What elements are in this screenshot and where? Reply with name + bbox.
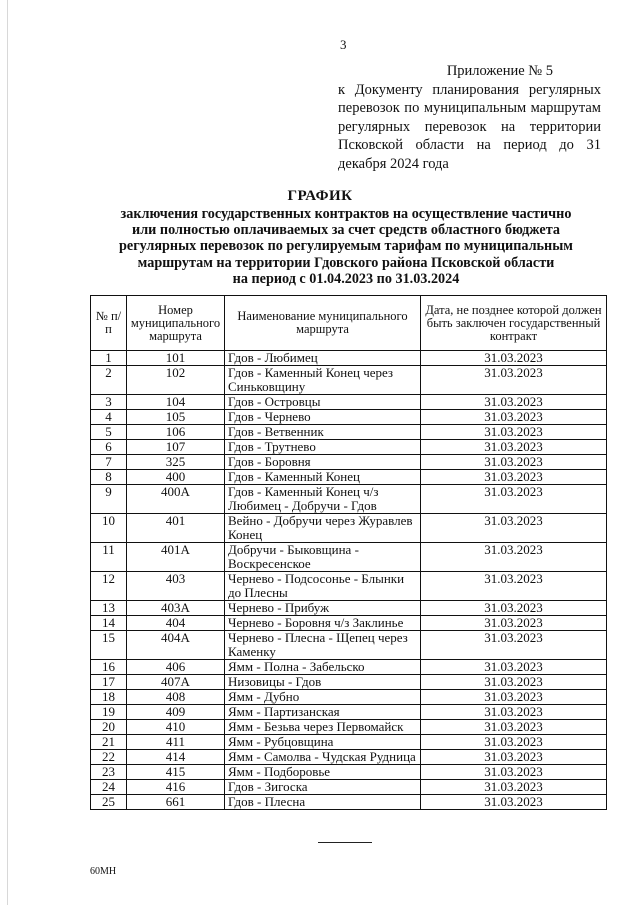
cell-route: 404 — [127, 616, 225, 631]
table-row — [91, 455, 607, 470]
table-row — [91, 425, 607, 440]
cell-num: 18 — [91, 690, 127, 705]
header-name: Наименование муниципального маршрута — [225, 296, 421, 351]
cell-route: 403А — [127, 601, 225, 616]
appendix-block — [338, 62, 601, 173]
cell-name: Гдов - Любимец — [225, 351, 421, 366]
cell-date: 31.03.2023 — [421, 455, 607, 470]
cell-route: 661 — [127, 795, 225, 810]
cell-num: 17 — [91, 675, 127, 690]
cell-date: 31.03.2023 — [421, 720, 607, 735]
cell-route: 403 — [127, 572, 225, 601]
cell-num: 13 — [91, 601, 127, 616]
cell-date: 31.03.2023 — [421, 795, 607, 810]
cell-route: 410 — [127, 720, 225, 735]
cell-route: 400А — [127, 485, 225, 514]
cell-route: 408 — [127, 690, 225, 705]
header-num: № п/п — [91, 296, 127, 351]
subtitle-line: регулярных перевозок по регулируемым тарифам по муниципальным — [119, 238, 573, 255]
table-row — [91, 601, 607, 616]
table-row — [91, 410, 607, 425]
cell-num: 5 — [91, 425, 127, 440]
cell-name: Гдов - Чернево — [225, 410, 421, 425]
cell-route: 406 — [127, 660, 225, 675]
table-row — [91, 395, 607, 410]
subtitle-line: или полностью оплачиваемых за счет средств областного бюджета — [132, 222, 560, 239]
cell-route: 107 — [127, 440, 225, 455]
cell-name: Чернево - Подсосонье - Блынки до Плесны — [225, 572, 421, 601]
cell-date: 31.03.2023 — [421, 765, 607, 780]
subtitle-line: заключения государственных контрактов на осуществление частично — [120, 206, 572, 222]
cell-name: Ямм - Партизанская — [225, 705, 421, 720]
cell-date: 31.03.2023 — [421, 572, 607, 601]
schedule-table — [90, 295, 607, 810]
cell-date: 31.03.2023 — [421, 750, 607, 765]
footer-divider — [318, 842, 372, 843]
cell-name: Низовицы - Гдов — [225, 675, 421, 690]
cell-date: 31.03.2023 — [421, 351, 607, 366]
table-row — [91, 675, 607, 690]
cell-name: Ямм - Подборовье — [225, 765, 421, 780]
cell-name: Вейно - Добручи через Журавлев Конец — [225, 514, 421, 543]
document-title: ГРАФИК — [287, 188, 353, 204]
cell-route: 411 — [127, 735, 225, 750]
table-row — [91, 485, 607, 514]
header-route: Номер муниципального маршрута — [127, 296, 225, 351]
cell-route: 104 — [127, 395, 225, 410]
cell-route: 101 — [127, 351, 225, 366]
table-row — [91, 514, 607, 543]
cell-route: 102 — [127, 366, 225, 395]
cell-num: 6 — [91, 440, 127, 455]
table-row — [91, 616, 607, 631]
cell-date: 31.03.2023 — [421, 440, 607, 455]
cell-date: 31.03.2023 — [421, 366, 607, 395]
cell-route: 409 — [127, 705, 225, 720]
cell-name: Ямм - Самолва - Чудская Рудница — [225, 750, 421, 765]
cell-name: Чернево - Боровня ч/з Заклинье — [225, 616, 421, 631]
cell-num: 20 — [91, 720, 127, 735]
table-body — [91, 351, 607, 810]
table-row — [91, 351, 607, 366]
cell-date: 31.03.2023 — [421, 395, 607, 410]
table-row — [91, 660, 607, 675]
cell-num: 11 — [91, 543, 127, 572]
cell-name: Гдов - Трутнево — [225, 440, 421, 455]
cell-route: 400 — [127, 470, 225, 485]
cell-date: 31.03.2023 — [421, 485, 607, 514]
cell-date: 31.03.2023 — [421, 601, 607, 616]
table-header-row — [91, 296, 607, 351]
cell-num: 22 — [91, 750, 127, 765]
cell-name: Гдов - Ветвенник — [225, 425, 421, 440]
table-row — [91, 705, 607, 720]
cell-name: Чернево - Прибуж — [225, 601, 421, 616]
cell-name: Гдов - Зигоска — [225, 780, 421, 795]
table-row — [91, 631, 607, 660]
cell-num: 3 — [91, 395, 127, 410]
cell-name: Гдов - Каменный Конец ч/з Любимец - Добручи - Гдов — [225, 485, 421, 514]
table-row — [91, 440, 607, 455]
subtitle-line: маршрутам на территории Гдовского района Псковской области — [137, 254, 555, 271]
cell-route: 325 — [127, 455, 225, 470]
cell-num: 19 — [91, 705, 127, 720]
cell-date: 31.03.2023 — [421, 690, 607, 705]
cell-num: 14 — [91, 616, 127, 631]
cell-name: Ямм - Безьва через Первомайск — [225, 720, 421, 735]
header-date: Дата, не позднее которой должен быть заключен государственный контракт — [421, 296, 607, 351]
footer-code: 60МН — [90, 866, 117, 877]
cell-route: 416 — [127, 780, 225, 795]
cell-route: 407А — [127, 675, 225, 690]
cell-date: 31.03.2023 — [421, 705, 607, 720]
table-row — [91, 720, 607, 735]
cell-route: 106 — [127, 425, 225, 440]
scan-edge-line — [7, 0, 8, 905]
cell-name: Ямм - Рубцовщина — [225, 735, 421, 750]
table-row — [91, 795, 607, 810]
cell-route: 401 — [127, 514, 225, 543]
cell-date: 31.03.2023 — [421, 470, 607, 485]
cell-route: 401А — [127, 543, 225, 572]
cell-date: 31.03.2023 — [421, 410, 607, 425]
cell-name: Гдов - Боровня — [225, 455, 421, 470]
cell-route: 105 — [127, 410, 225, 425]
table-row — [91, 543, 607, 572]
cell-num: 8 — [91, 470, 127, 485]
cell-date: 31.03.2023 — [421, 735, 607, 750]
cell-date: 31.03.2023 — [421, 425, 607, 440]
cell-name: Гдов - Каменный Конец через Синьковщину — [225, 366, 421, 395]
table-row — [91, 735, 607, 750]
cell-route: 415 — [127, 765, 225, 780]
page-number: 3 — [340, 37, 347, 52]
cell-name: Ямм - Дубно — [225, 690, 421, 705]
document-subtitle — [96, 206, 596, 287]
table-row — [91, 750, 607, 765]
table-row — [91, 690, 607, 705]
table-row — [91, 572, 607, 601]
cell-name: Чернево - Плесна - Щепец через Каменку — [225, 631, 421, 660]
cell-num: 2 — [91, 366, 127, 395]
cell-num: 15 — [91, 631, 127, 660]
table-row — [91, 765, 607, 780]
cell-date: 31.03.2023 — [421, 675, 607, 690]
cell-num: 4 — [91, 410, 127, 425]
table-row — [91, 780, 607, 795]
cell-name: Гдов - Каменный Конец — [225, 470, 421, 485]
cell-name: Ямм - Полна - Забельско — [225, 660, 421, 675]
cell-num: 21 — [91, 735, 127, 750]
cell-date: 31.03.2023 — [421, 780, 607, 795]
cell-num: 16 — [91, 660, 127, 675]
cell-date: 31.03.2023 — [421, 616, 607, 631]
cell-name: Добручи - Быковщина - Воскресенское — [225, 543, 421, 572]
cell-num: 10 — [91, 514, 127, 543]
cell-num: 1 — [91, 351, 127, 366]
cell-num: 12 — [91, 572, 127, 601]
cell-name: Гдов - Плесна — [225, 795, 421, 810]
cell-route: 404А — [127, 631, 225, 660]
appendix-title: Приложение № 5 — [446, 63, 553, 79]
cell-date: 31.03.2023 — [421, 660, 607, 675]
cell-num: 23 — [91, 765, 127, 780]
cell-num: 7 — [91, 455, 127, 470]
cell-num: 9 — [91, 485, 127, 514]
subtitle-line: на период с 01.04.2023 по 31.03.2024 — [232, 270, 460, 287]
table-row — [91, 366, 607, 395]
cell-num: 25 — [91, 795, 127, 810]
cell-num: 24 — [91, 780, 127, 795]
cell-name: Гдов - Островцы — [225, 395, 421, 410]
table-row — [91, 470, 607, 485]
appendix-body: к Документу планирования регулярных перевозок по муниципальным маршрутам регулярных перевозок на территории Псковской области на период до 31 декабря 2024 года — [338, 81, 601, 172]
cell-date: 31.03.2023 — [421, 543, 607, 572]
cell-route: 414 — [127, 750, 225, 765]
cell-date: 31.03.2023 — [421, 631, 607, 660]
cell-date: 31.03.2023 — [421, 514, 607, 543]
